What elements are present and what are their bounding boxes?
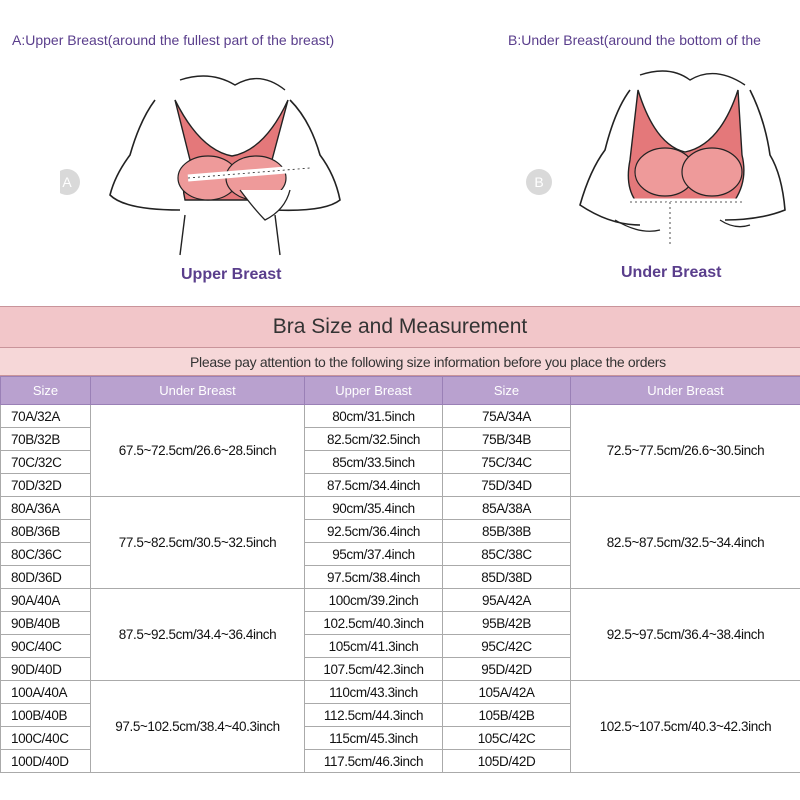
size-left-cell: 100A/40A (1, 681, 91, 704)
size-left-cell: 80C/36C (1, 543, 91, 566)
header-under-right: Under Breast (571, 377, 800, 405)
header-size-right: Size (443, 377, 571, 405)
size-right-cell: 95B/42B (443, 612, 571, 635)
upper-breast-cell: 102.5cm/40.3inch (305, 612, 443, 635)
illustration-label-upper: Upper Breast (181, 266, 282, 283)
upper-breast-cell: 80cm/31.5inch (305, 405, 443, 428)
size-left-cell: 80D/36D (1, 566, 91, 589)
table-header-row (1, 377, 800, 405)
size-left-cell: 100D/40D (1, 750, 91, 773)
size-left-cell: 70D/32D (1, 474, 91, 497)
upper-breast-cell: 115cm/45.3inch (305, 727, 443, 750)
upper-breast-measure-illustration (60, 60, 380, 260)
size-left-cell: 80A/36A (1, 497, 91, 520)
size-left-cell: 90A/40A (1, 589, 91, 612)
under-breast-measure-illustration (520, 60, 800, 260)
table-row (1, 589, 800, 612)
header-size-left: Size (1, 377, 91, 405)
size-left-cell: 100C/40C (1, 727, 91, 750)
size-right-cell: 75D/34D (443, 474, 571, 497)
table-notice: Please pay attention to the following size information before you place the orders (0, 348, 800, 376)
upper-breast-cell: 87.5cm/34.4inch (305, 474, 443, 497)
upper-breast-cell: 110cm/43.3inch (305, 681, 443, 704)
upper-breast-cell: 97.5cm/38.4inch (305, 566, 443, 589)
badge-a: A (62, 174, 72, 190)
caption-under-breast: B:Under Breast(around the bottom of the (508, 32, 761, 48)
under-breast-left-cell: 67.5~72.5cm/26.6~28.5inch (91, 405, 305, 497)
size-right-cell: 85C/38C (443, 543, 571, 566)
under-breast-right-cell: 92.5~97.5cm/36.4~38.4inch (571, 589, 800, 681)
size-left-cell: 100B/40B (1, 704, 91, 727)
under-breast-left-cell: 77.5~82.5cm/30.5~32.5inch (91, 497, 305, 589)
size-left-cell: 70C/32C (1, 451, 91, 474)
under-breast-right-cell: 102.5~107.5cm/40.3~42.3inch (571, 681, 800, 773)
illustration-label-under: Under Breast (621, 264, 722, 281)
size-left-cell: 90D/40D (1, 658, 91, 681)
size-right-cell: 75B/34B (443, 428, 571, 451)
size-left-cell: 70A/32A (1, 405, 91, 428)
table-title: Bra Size and Measurement (0, 306, 800, 348)
size-right-cell: 95A/42A (443, 589, 571, 612)
caption-upper-breast: A:Upper Breast(around the fullest part of the breast) (12, 32, 335, 48)
size-left-cell: 90B/40B (1, 612, 91, 635)
size-left-cell: 90C/40C (1, 635, 91, 658)
size-right-cell: 105D/42D (443, 750, 571, 773)
header-under-left: Under Breast (91, 377, 305, 405)
upper-breast-cell: 90cm/35.4inch (305, 497, 443, 520)
badge-b: B (534, 174, 544, 190)
upper-breast-cell: 85cm/33.5inch (305, 451, 443, 474)
upper-breast-cell: 112.5cm/44.3inch (305, 704, 443, 727)
size-left-cell: 80B/36B (1, 520, 91, 543)
size-right-cell: 105B/42B (443, 704, 571, 727)
upper-breast-cell: 100cm/39.2inch (305, 589, 443, 612)
size-right-cell: 85A/38A (443, 497, 571, 520)
upper-breast-cell: 117.5cm/46.3inch (305, 750, 443, 773)
header-upper: Upper Breast (305, 377, 443, 405)
size-right-cell: 95D/42D (443, 658, 571, 681)
upper-breast-cell: 82.5cm/32.5inch (305, 428, 443, 451)
size-right-cell: 75C/34C (443, 451, 571, 474)
size-right-cell: 95C/42C (443, 635, 571, 658)
table-row (1, 681, 800, 704)
under-breast-left-cell: 87.5~92.5cm/34.4~36.4inch (91, 589, 305, 681)
size-left-cell: 70B/32B (1, 428, 91, 451)
table-row (1, 497, 800, 520)
size-right-cell: 105A/42A (443, 681, 571, 704)
size-right-cell: 85D/38D (443, 566, 571, 589)
size-right-cell: 75A/34A (443, 405, 571, 428)
under-breast-right-cell: 82.5~87.5cm/32.5~34.4inch (571, 497, 800, 589)
table-row (1, 405, 800, 428)
size-right-cell: 85B/38B (443, 520, 571, 543)
upper-breast-cell: 107.5cm/42.3inch (305, 658, 443, 681)
size-table (0, 376, 800, 773)
under-breast-right-cell: 72.5~77.5cm/26.6~30.5inch (571, 405, 800, 497)
size-right-cell: 105C/42C (443, 727, 571, 750)
upper-breast-cell: 105cm/41.3inch (305, 635, 443, 658)
under-breast-left-cell: 97.5~102.5cm/38.4~40.3inch (91, 681, 305, 773)
upper-breast-cell: 95cm/37.4inch (305, 543, 443, 566)
size-table-section (0, 306, 800, 770)
upper-breast-cell: 92.5cm/36.4inch (305, 520, 443, 543)
